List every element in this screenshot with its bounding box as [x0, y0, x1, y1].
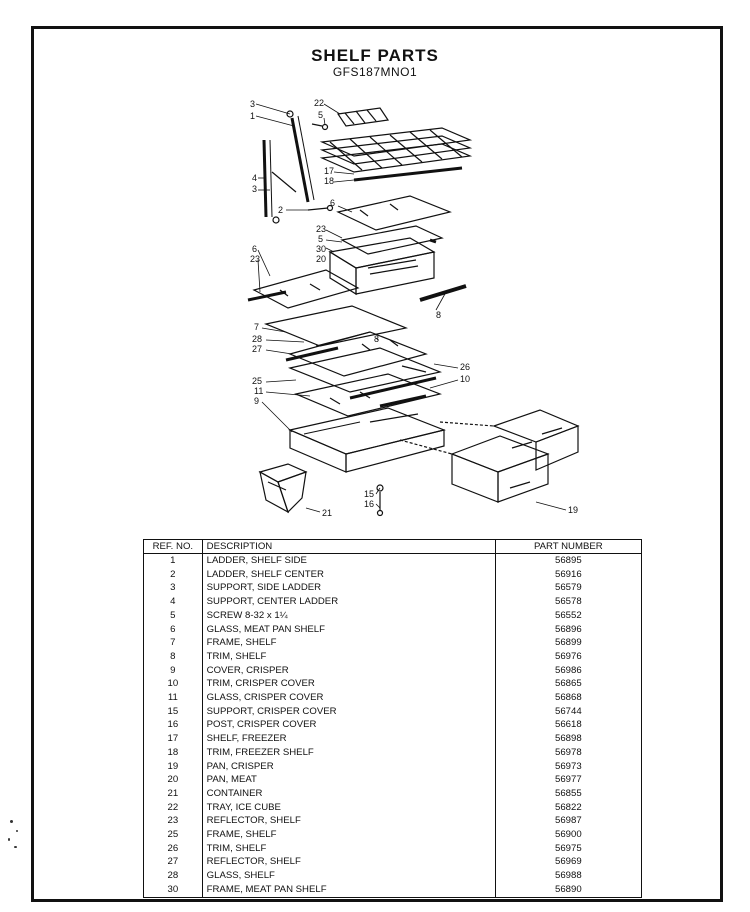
table-row — [144, 664, 642, 678]
table-row — [144, 760, 642, 774]
table-row — [144, 787, 642, 801]
description-cell: LADDER, SHELF CENTER — [202, 568, 495, 582]
ref-no-cell: 5 — [144, 609, 203, 623]
callout-8-right: 8 — [436, 310, 442, 320]
ref-no-cell: 20 — [144, 773, 203, 787]
part-number-cell: 56916 — [495, 568, 641, 582]
callout-4: 4 — [252, 173, 258, 183]
ref-no-cell: 9 — [144, 664, 203, 678]
model-number: GFS187MNO1 — [332, 65, 418, 79]
parts-table — [143, 539, 642, 898]
callout-23-top: 23 — [316, 224, 327, 234]
ref-no-cell: 17 — [144, 732, 203, 746]
crisper-post — [377, 485, 383, 516]
ref-no-cell: 18 — [144, 746, 203, 760]
description-cell: FRAME, MEAT PAN SHELF — [202, 883, 495, 897]
shelf-glass-upper — [248, 270, 358, 308]
ref-no-cell: 27 — [144, 855, 203, 869]
part-number-cell: 56896 — [495, 623, 641, 637]
table-row — [144, 773, 642, 787]
ref-no-cell: 10 — [144, 677, 203, 691]
ref-no-cell: 26 — [144, 842, 203, 856]
callout-5-mid: 5 — [318, 234, 324, 244]
meat-pan — [330, 226, 442, 294]
ref-no-cell: 30 — [144, 883, 203, 897]
ref-no-cell: 1 — [144, 554, 203, 568]
ref-no-cell: 8 — [144, 650, 203, 664]
part-number-cell: 56900 — [495, 828, 641, 842]
part-number-cell: 56898 — [495, 732, 641, 746]
table-row — [144, 842, 642, 856]
ref-no-cell: 21 — [144, 787, 203, 801]
part-number-cell: 56865 — [495, 677, 641, 691]
callout-28: 28 — [252, 334, 263, 344]
scan-speck — [10, 820, 13, 823]
table-row — [144, 732, 642, 746]
ref-no-cell: 7 — [144, 636, 203, 650]
exploded-diagram — [230, 92, 600, 522]
table-row — [144, 623, 642, 637]
callout-16: 16 — [364, 499, 375, 509]
part-number-cell: 56552 — [495, 609, 641, 623]
scan-speck — [16, 830, 18, 832]
callout-19: 19 — [568, 505, 579, 515]
table-row — [144, 568, 642, 582]
callout-10: 10 — [460, 374, 471, 384]
description-cell: SUPPORT, SIDE LADDER — [202, 581, 495, 595]
ref-no-cell: 6 — [144, 623, 203, 637]
callout-25: 25 — [252, 376, 263, 386]
part-number-cell: 56987 — [495, 814, 641, 828]
table-row — [144, 609, 642, 623]
table-row — [144, 581, 642, 595]
callout-18: 18 — [324, 176, 335, 186]
table-row — [144, 718, 642, 732]
description-cell: PAN, MEAT — [202, 773, 495, 787]
part-number-cell: 56899 — [495, 636, 641, 650]
scan-speck — [14, 846, 17, 848]
callout-15: 15 — [364, 489, 375, 499]
description-cell: LADDER, SHELF SIDE — [202, 554, 495, 568]
callout-11: 11 — [254, 386, 264, 396]
callout-9: 9 — [254, 396, 260, 406]
callout-21: 21 — [322, 508, 333, 518]
description-cell: POST, CRISPER COVER — [202, 718, 495, 732]
description-cell: TRIM, CRISPER COVER — [202, 677, 495, 691]
callout-3-lower: 3 — [252, 184, 258, 194]
callout-30: 30 — [316, 244, 327, 254]
part-number-cell: 56973 — [495, 760, 641, 774]
table-row — [144, 814, 642, 828]
part-number-cell: 56822 — [495, 801, 641, 815]
description-cell: PAN, CRISPER — [202, 760, 495, 774]
part-number-cell: 56977 — [495, 773, 641, 787]
table-row — [144, 883, 642, 897]
part-number-cell: 56895 — [495, 554, 641, 568]
table-row — [144, 650, 642, 664]
table-row — [144, 801, 642, 815]
part-number-cell: 56890 — [495, 883, 641, 897]
part-number-cell: 56986 — [495, 664, 641, 678]
description-cell: TRIM, SHELF — [202, 842, 495, 856]
ref-no-cell: 22 — [144, 801, 203, 815]
part-number-cell: 56578 — [495, 595, 641, 609]
description-cell: GLASS, MEAT PAN SHELF — [202, 623, 495, 637]
table-row — [144, 595, 642, 609]
part-number-cell: 56988 — [495, 869, 641, 883]
description-cell: COVER, CRISPER — [202, 664, 495, 678]
callout-8-mid: 8 — [374, 334, 380, 344]
part-number-cell: 56969 — [495, 855, 641, 869]
part-number-cell: 56978 — [495, 746, 641, 760]
callout-27: 27 — [252, 344, 263, 354]
header-ref-no: REF. NO. — [144, 540, 203, 554]
header-description: DESCRIPTION — [202, 540, 495, 554]
description-cell: CONTAINER — [202, 787, 495, 801]
part-number-cell: 56744 — [495, 705, 641, 719]
table-row — [144, 677, 642, 691]
description-cell: TRAY, ICE CUBE — [202, 801, 495, 815]
ref-no-cell: 2 — [144, 568, 203, 582]
description-cell: SUPPORT, CENTER LADDER — [202, 595, 495, 609]
table-row — [144, 554, 642, 568]
callout-2: 2 — [278, 205, 284, 215]
table-row — [144, 746, 642, 760]
exploded-view-drawing — [230, 92, 600, 522]
container — [260, 464, 306, 512]
table-row — [144, 855, 642, 869]
description-cell: REFLECTOR, SHELF — [202, 814, 495, 828]
callout-1: 1 — [250, 111, 256, 121]
description-cell: SUPPORT, CRISPER COVER — [202, 705, 495, 719]
callout-6-top: 6 — [330, 198, 336, 208]
description-cell: REFLECTOR, SHELF — [202, 855, 495, 869]
ref-no-cell: 16 — [144, 718, 203, 732]
ref-no-cell: 25 — [144, 828, 203, 842]
callout-5-top: 5 — [318, 110, 324, 120]
description-cell: GLASS, CRISPER COVER — [202, 691, 495, 705]
table-row — [144, 828, 642, 842]
description-cell: TRIM, SHELF — [202, 650, 495, 664]
part-number-cell: 56868 — [495, 691, 641, 705]
ref-no-cell: 23 — [144, 814, 203, 828]
part-number-cell: 56579 — [495, 581, 641, 595]
freezer-shelf — [322, 108, 470, 180]
part-number-cell: 56976 — [495, 650, 641, 664]
callout-7: 7 — [254, 322, 260, 332]
description-cell: SHELF, FREEZER — [202, 732, 495, 746]
ref-no-cell: 19 — [144, 760, 203, 774]
table-header-row — [144, 540, 642, 554]
part-number-cell: 56618 — [495, 718, 641, 732]
table-row — [144, 705, 642, 719]
callout-17: 17 — [324, 166, 335, 176]
description-cell: SCREW 8-32 x 1¼ — [202, 609, 495, 623]
callout-3: 3 — [250, 99, 256, 109]
callout-6-left: 6 — [252, 244, 258, 254]
ref-no-cell: 11 — [144, 691, 203, 705]
scan-speck — [8, 838, 10, 841]
header-part-number: PART NUMBER — [495, 540, 641, 554]
description-cell: FRAME, SHELF — [202, 636, 495, 650]
meat-pan-shelf-glass — [338, 196, 450, 230]
ref-no-cell: 28 — [144, 869, 203, 883]
ref-no-cell: 4 — [144, 595, 203, 609]
callout-20: 20 — [316, 254, 327, 264]
table-row — [144, 869, 642, 883]
callout-23-left: 23 — [250, 254, 261, 264]
ref-no-cell: 15 — [144, 705, 203, 719]
description-cell: GLASS, SHELF — [202, 869, 495, 883]
callout-22: 22 — [314, 98, 325, 108]
table-row — [144, 691, 642, 705]
description-cell: FRAME, SHELF — [202, 828, 495, 842]
parts-table-body — [144, 554, 642, 898]
part-number-cell: 56975 — [495, 842, 641, 856]
page-title: SHELF PARTS — [311, 46, 439, 65]
table-row — [144, 636, 642, 650]
ladder-shelf-side — [292, 116, 314, 202]
ref-no-cell: 3 — [144, 581, 203, 595]
description-cell: TRIM, FREEZER SHELF — [202, 746, 495, 760]
part-number-cell: 56855 — [495, 787, 641, 801]
callout-26: 26 — [460, 362, 471, 372]
